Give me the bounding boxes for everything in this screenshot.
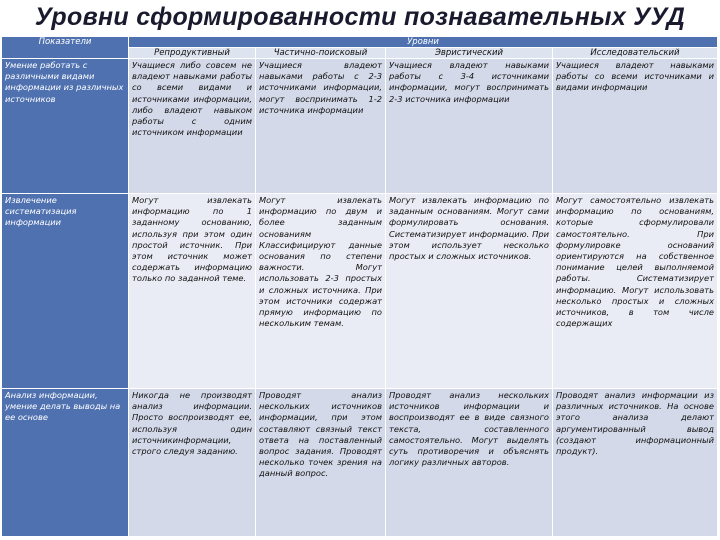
page-title: Уровни сформированности познавательных УУД [34,3,686,31]
levels-table [1,36,718,537]
table-row [2,59,718,194]
indicator-cell: Умение работать с различными видами информации из различных источников [2,59,129,194]
table-cell: Никогда не производят анализ информации. Просто воспроизводят ее, используя один источникинформации, строго следуя заданию. [129,389,256,537]
level-research: Исследовательский [553,48,718,59]
table-cell: Проводят анализ нескольких источников информации, при этом составляют связный текст ответа на поставленный вопрос задания. Проводят несколько точек зрения на данный вопрос. [256,389,386,537]
table-cell: Могут извлекать информацию по двум и более заданным основаниям Классифицируют данные основания по степени важности. Могут использовать 2-3 простых и сложных источника. При этом источники содержат прямую информацию по нескольким темам. [256,194,386,389]
table-cell: Могут самостоятельно извлекать информацию по основаниям, которые сформулировали самостоятельно. При формулировке оснований ориентируются на собственное понимание целей выполняемой работы. Систематизирует информацию. Могут использовать несколько простых и сложных источников, в том числе содержащих [553,194,718,389]
table-cell: Учащиеся владеют навыками работы с 3-4 источниками информации, могут воспринимать 2-3 источника информации [386,59,553,194]
table-cell: Учащиеся владеют навыками работы с 2-3 источниками информации, могут воспринимать 1-2 источника информации [256,59,386,194]
level-partial-search: Частично-поисковый [256,48,386,59]
indicator-header: Показатели [2,37,129,59]
table-cell: Учащиеся либо совсем не владеют навыками работы со всеми видами и источниками информации, либо владеют навыком работы с одним источником информации [129,59,256,194]
indicator-cell: Анализ информации, умение делать выводы на ее основе [2,389,129,537]
table-row [2,194,718,389]
table-header-row [2,37,718,48]
indicator-cell: Извлечение систематизация информации [2,194,129,389]
table-cell: Могут извлекать информацию по заданным основаниям. Могут сами формулировать основания. Систематизирует информацию. При этом использует несколько простых и сложных источников. [386,194,553,389]
table-row [2,389,718,537]
table-cell: Могут извлекать информацию по 1 заданному основанию, используя при этом один простой источник. При этом источник может содержать информацию только по заданной теме. [129,194,256,389]
table-cell: Проводят анализ нескольких источников информации и воспроизводят ее в виде связного текста, составленного самостоятельно. Могут выделять суть противоречия и объяснять логику различных авторов. [386,389,553,537]
level-heuristic: Эвристический [386,48,553,59]
levels-header: Уровни [129,37,718,48]
level-reproductive: Репродуктивный [129,48,256,59]
table-cell: Проводят анализ информации из различных источников. На основе этого анализа делают аргументированный вывод (создают информационный продукт). [553,389,718,537]
table-cell: Учащиеся владеют навыками работы со всеми источниками и видами информации [553,59,718,194]
